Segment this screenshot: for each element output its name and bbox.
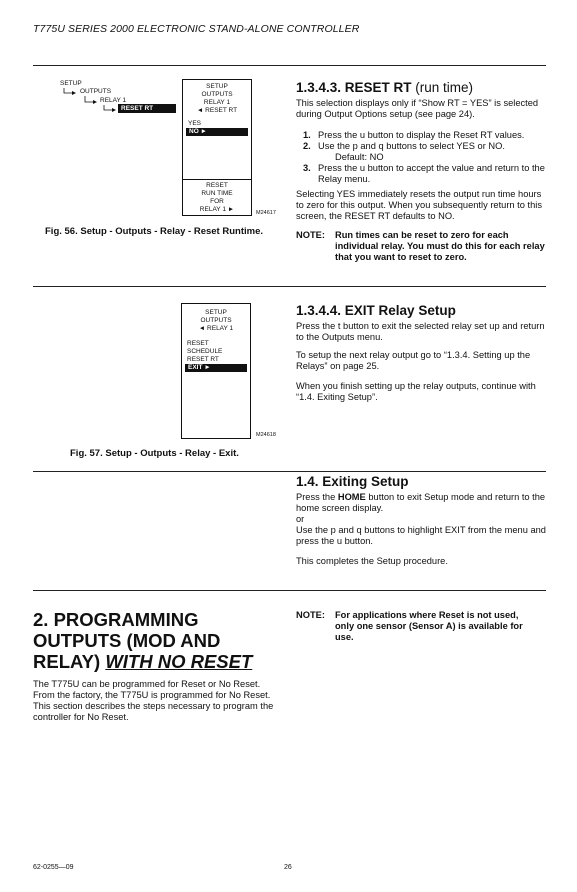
lcd-line: RESET [206,182,228,189]
divider [33,286,546,287]
divider [33,590,546,591]
tree-setup: SETUP [60,80,82,87]
lcd-line: FOR [210,198,224,205]
lcd-line: ◄ RESET RT [196,107,238,114]
lcd-line: SETUP [206,83,228,90]
paragraph: When you finish setting up the relay outputs, continue with “1.4. Exiting Setup”. [296,381,536,402]
note-label: NOTE: [296,610,325,620]
lcd-item: RESET [187,340,209,347]
paragraph: Selecting YES immediately resets the output run time hours to zero for this output. When you subsequently return to this screen, the RESET RT defaults to NO. [296,189,542,221]
section-heading: 1.4. Exiting Setup [296,474,409,489]
tree-relay: RELAY 1 [100,97,127,104]
lcd-display-57 [181,303,251,439]
lcd-line: RELAY 1 ► [199,206,235,213]
footer-page-number: 26 [284,864,292,871]
note-text: For applications where Reset is not used, only one sensor (Sensor A) is available for use. [335,610,523,642]
figure-caption: Fig. 56. Setup - Outputs - Relay - Reset Runtime. [45,226,263,237]
tree-reset-rt: RESET RT [118,104,176,113]
lcd-item-exit: EXIT ► [185,364,247,372]
paragraph: To setup the next relay output go to “1.3.4. Setting up the Relays” on page 25. [296,350,531,371]
lcd-line: OUTPUTS [200,317,232,324]
lcd-option-yes: YES [188,120,202,127]
paragraph: This selection displays only if “Show RT = YES” is selected during Output Options setup (see page 24). [296,98,539,119]
figure-caption: Fig. 57. Setup - Outputs - Relay - Exit. [70,448,239,459]
paragraph-or: or [296,514,305,524]
paragraph: Press the HOME button to exit Setup mode and return to the home screen display. [296,492,546,513]
footer-doc-number: 62-0255—09 [33,864,74,871]
lcd-display-56 [182,79,252,216]
paragraph: Press the t button to exit the selected relay set up and return to the Outputs menu. [296,321,545,342]
lcd-line: ◄ RELAY 1 [198,325,234,332]
divider [33,471,546,472]
lcd-item: RESET RT [187,356,219,363]
lcd-separator [183,179,251,180]
paragraph: Use the p and q buttons to highlight EXIT from the menu and press the u button. [296,525,546,546]
chapter-heading: 2. PROGRAMMING OUTPUTS (MOD AND RELAY) WITH NO RESET [33,609,253,672]
lcd-line: OUTPUTS [201,91,233,98]
lcd-line: RUN TIME [201,190,233,197]
note-label: NOTE: [296,230,325,240]
lcd-line: SETUP [205,309,227,316]
figure-id: M24618 [256,432,276,438]
tree-outputs: OUTPUTS [80,88,112,95]
paragraph: This completes the Setup procedure. [296,556,448,566]
divider [33,65,546,66]
section-heading: 1.3.4.4. EXIT Relay Setup [296,303,456,318]
paragraph: The T775U can be programmed for Reset or No Reset. From the factory, the T775U is programmed for No Reset. This section describes the steps necessary to program the controller for No Reset. [33,679,274,722]
figure-id: M24617 [256,210,276,216]
lcd-line: RELAY 1 [203,99,231,106]
steps-list: 1. Press the u button to display the Reset RT values. 2. Use the p and q buttons to select YES or NO. Default: NO 3. Press the u button to accept the value and return to the Relay menu. [303,130,545,184]
lcd-item: SCHEDULE [187,348,223,355]
note-text: Run times can be reset to zero for each individual relay. You must do this for each relay that you want to reset to zero. [335,230,545,262]
section-heading: 1.3.4.3. RESET RT (run time) [296,80,474,95]
lcd-option-no: NO ► [186,128,248,136]
page-header: T775U SERIES 2000 ELECTRONIC STAND-ALONE CONTROLLER [33,23,360,35]
